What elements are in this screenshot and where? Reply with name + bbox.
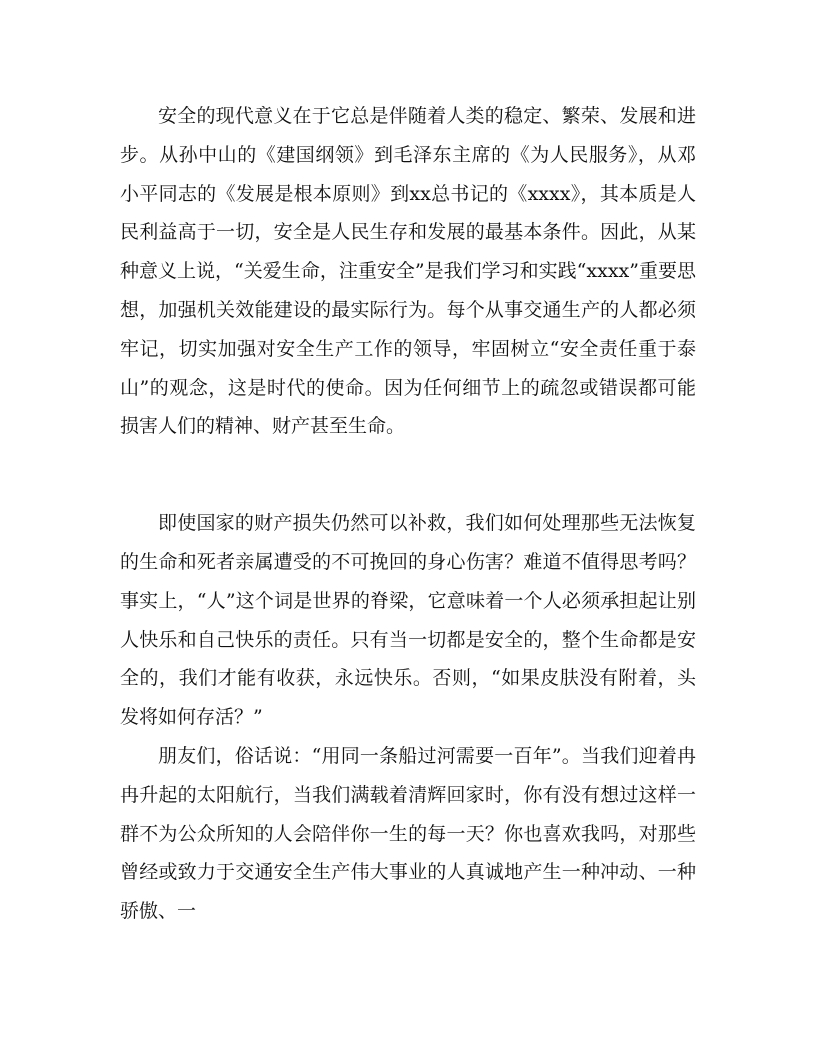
- paragraph-3: 朋友们，俗话说：“用同一条船过河需要一百年”。当我们迎着冉冉升起的太阳航行，当我们满载着清辉回家时，你有没有想过这样一群不为公众所知的人会陪伴你一生的每一天？你也喜欢我吗，对那些曾经或致力于交通安全生产伟大事业的人真诚地产生一种冲动、一种骄傲、一: [120, 744, 696, 923]
- paragraph-1: 安全的现代意义在于它总是伴随着人类的稳定、繁荣、发展和进步。从孙中山的《建国纲领》到毛泽东主席的《为人民服务》，从邓小平同志的《发展是根本原则》到xx总书记的《xxxx》，其本质是人民利益高于一切，安全是人民生存和发展的最基本条件。因此，从某种意义上说，“关爱生命，注重安全”是我们学习和实践“xxxx”重要思想，加强机关效能建设的最实际行为。每个从事交通生产的人都必须牢记，切实加强对安全生产工作的领导，牢固树立“安全责任重于泰山”的观念，这是时代的使命。因为任何细节上的疏忽或错误都可能损害人们的精神、财产甚至生命。: [120, 105, 696, 438]
- document-page: [120, 97, 696, 931]
- paragraph-2: 即使国家的财产损失仍然可以补救，我们如何处理那些无法恢复的生命和死者亲属遭受的不可挽回的身心伤害？难道不值得思考吗？事实上，“人”这个词是世界的脊梁，它意味着一个人必须承担起让别人快乐和自己快乐的责任。只有当一切都是安全的，整个生命都是安全的，我们才能有收获，永远快乐。否则，“如果皮肤没有附着，头发将如何存活？”: [120, 512, 696, 729]
- paragraph-gap: [120, 446, 696, 504]
